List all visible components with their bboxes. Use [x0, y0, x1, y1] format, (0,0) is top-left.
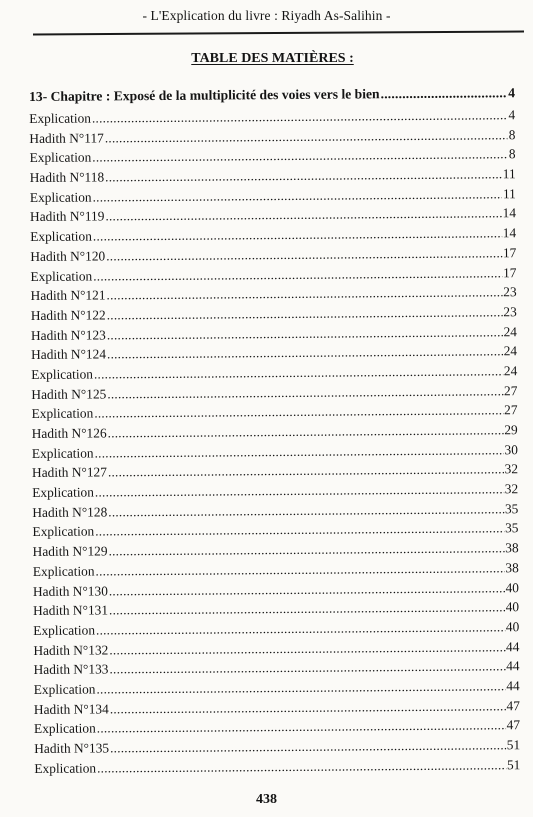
toc-entry-label: Hadith N°135 [34, 740, 110, 756]
toc-entry-label: Explication [32, 484, 94, 501]
toc-entry-label: Hadith N°125 [31, 386, 107, 402]
toc-entry-page: 23 [503, 284, 517, 300]
toc-leader-dots [107, 304, 503, 323]
toc-entry-label: Explication [29, 149, 92, 166]
toc-entry-page: 40 [505, 599, 520, 615]
toc-entry-page: 35 [504, 500, 519, 517]
toc-entry-label: Explication [31, 366, 94, 382]
toc-entry-page: 17 [503, 264, 517, 280]
toc-entry-label: Hadith N°118 [29, 169, 105, 186]
header-rule [33, 31, 524, 36]
toc-leader-dots [94, 363, 503, 382]
toc-entry-page: 24 [503, 363, 518, 379]
toc-entry-label: Hadith N°134 [33, 701, 109, 717]
toc-entry-page: 38 [505, 559, 519, 576]
toc-leader-dots [95, 442, 504, 461]
toc-entry-page: 51 [506, 737, 521, 753]
toc-entry-page: 47 [506, 697, 520, 713]
toc-leader-dots [109, 580, 505, 599]
toc-leader-dots [95, 481, 504, 500]
toc-leader-dots [109, 639, 505, 658]
toc-entry-page: 8 [508, 126, 516, 142]
toc-entry-label: Explication [32, 523, 95, 540]
toc-entry-page: 40 [505, 579, 519, 595]
toc-entry-label: Explication [32, 563, 95, 579]
toc-entry-label: Hadith N°117 [29, 130, 104, 146]
toc-entry-label: Explication [29, 110, 92, 126]
toc-entry-label: Hadith N°129 [32, 543, 108, 560]
toc-entry-page: 17 [502, 244, 517, 261]
toc-leader-dots [105, 166, 502, 185]
toc-entry-page: 38 [505, 540, 519, 556]
toc-leader-dots [97, 718, 506, 737]
toc-entry-page: 29 [504, 422, 518, 438]
toc-list [29, 85, 520, 780]
toc-entry-page: 27 [503, 382, 518, 398]
toc-entry-page: 24 [503, 343, 518, 359]
toc-entry-label: Hadith N°131 [33, 602, 109, 619]
toc-leader-dots [109, 659, 505, 678]
toc-entry [34, 757, 520, 781]
toc-entry-page: 30 [504, 441, 518, 457]
toc-entry-page: 32 [504, 461, 519, 477]
toc-leader-dots [93, 186, 502, 205]
toc-entry-page: 51 [506, 756, 521, 772]
toc-entry-page: 40 [505, 619, 520, 635]
toc-entry-label: Hadith N°127 [31, 464, 107, 481]
toc-entry-label: Explication [33, 681, 96, 697]
toc-leader-dots [105, 206, 501, 225]
toc-entry-page: 14 [502, 205, 517, 221]
toc-entry-label: Hadith N°119 [29, 208, 105, 225]
toc-entry-page: 44 [505, 638, 520, 654]
toc-title: TABLE DES MATIÈRES : [191, 51, 354, 66]
toc-entry-label: Hadith N°120 [30, 248, 106, 264]
running-header: - L'Explication du livre : Riyadh As-Salihin - [142, 8, 391, 23]
toc-entry-label: Hadith N°132 [33, 641, 109, 658]
toc-leader-dots [92, 147, 508, 166]
toc-leader-dots [109, 599, 505, 618]
toc-leader-dots [106, 245, 502, 264]
toc-leader-dots [92, 107, 508, 126]
toc-entry-label: Explication [29, 189, 92, 205]
toc-leader-dots [107, 383, 503, 402]
toc-leader-dots [93, 265, 502, 284]
page-number: 438 [256, 792, 277, 807]
toc-leader-dots [94, 403, 503, 422]
toc-leader-dots [381, 85, 508, 102]
toc-entry-label: Hadith N°126 [31, 425, 107, 441]
toc-entry-page: 11 [502, 185, 516, 202]
toc-entry-label: Hadith N°124 [31, 346, 107, 363]
toc-leader-dots [107, 344, 503, 363]
toc-entry-label: Explication [33, 622, 96, 638]
toc-leader-dots [110, 737, 506, 756]
toc-entry-label: Explication [31, 445, 94, 461]
toc-entry-page: 8 [508, 146, 516, 162]
toc-leader-dots [95, 521, 504, 540]
toc-leader-dots [95, 560, 504, 579]
toc-leader-dots [96, 619, 505, 638]
toc-leader-dots [108, 462, 504, 481]
toc-entry-label: Explication [31, 405, 94, 422]
toc-entry-page: 14 [502, 225, 517, 241]
toc-entry-page: 44 [506, 658, 520, 674]
toc-leader-dots [105, 127, 508, 146]
toc-entry-label: Hadith N°130 [32, 582, 108, 599]
toc-leader-dots [96, 678, 505, 697]
toc-entry-label: Hadith N°121 [30, 287, 106, 304]
toc-entry-label: Hadith N°133 [33, 661, 109, 678]
toc-entry-label: Hadith N°128 [32, 504, 108, 520]
toc-leader-dots [97, 757, 506, 776]
toc-leader-dots [108, 422, 504, 441]
toc-entry-page: 32 [504, 481, 519, 497]
toc-entry-page: 44 [506, 678, 520, 694]
toc-entry-label: Hadith N°122 [30, 307, 106, 323]
toc-entry-page: 24 [503, 323, 517, 339]
toc-entry-label: Explication [33, 720, 96, 737]
toc-leader-dots [107, 324, 503, 343]
toc-entry-label: 13- Chapitre : Exposé de la multiplicité des voies vers le bien [29, 86, 380, 104]
toc-entry-label: Explication [34, 760, 97, 776]
toc-entry-page: 27 [504, 402, 518, 418]
toc-entry-page: 4 [508, 85, 516, 101]
toc-entry-label: Explication [30, 228, 92, 245]
toc-entry-page: 11 [502, 166, 516, 182]
toc-entry-page: 35 [505, 520, 519, 536]
toc-entry-label: Hadith N°123 [30, 326, 106, 343]
toc-leader-dots [93, 225, 502, 244]
toc-entry-page: 4 [508, 107, 516, 123]
toc-leader-dots [110, 698, 506, 717]
toc-leader-dots [106, 284, 502, 303]
toc-leader-dots [108, 501, 504, 520]
toc-leader-dots [108, 540, 504, 559]
toc-entry-page: 47 [506, 717, 521, 733]
toc-entry-label: Explication [30, 268, 93, 284]
toc-entry-page: 23 [503, 304, 517, 320]
